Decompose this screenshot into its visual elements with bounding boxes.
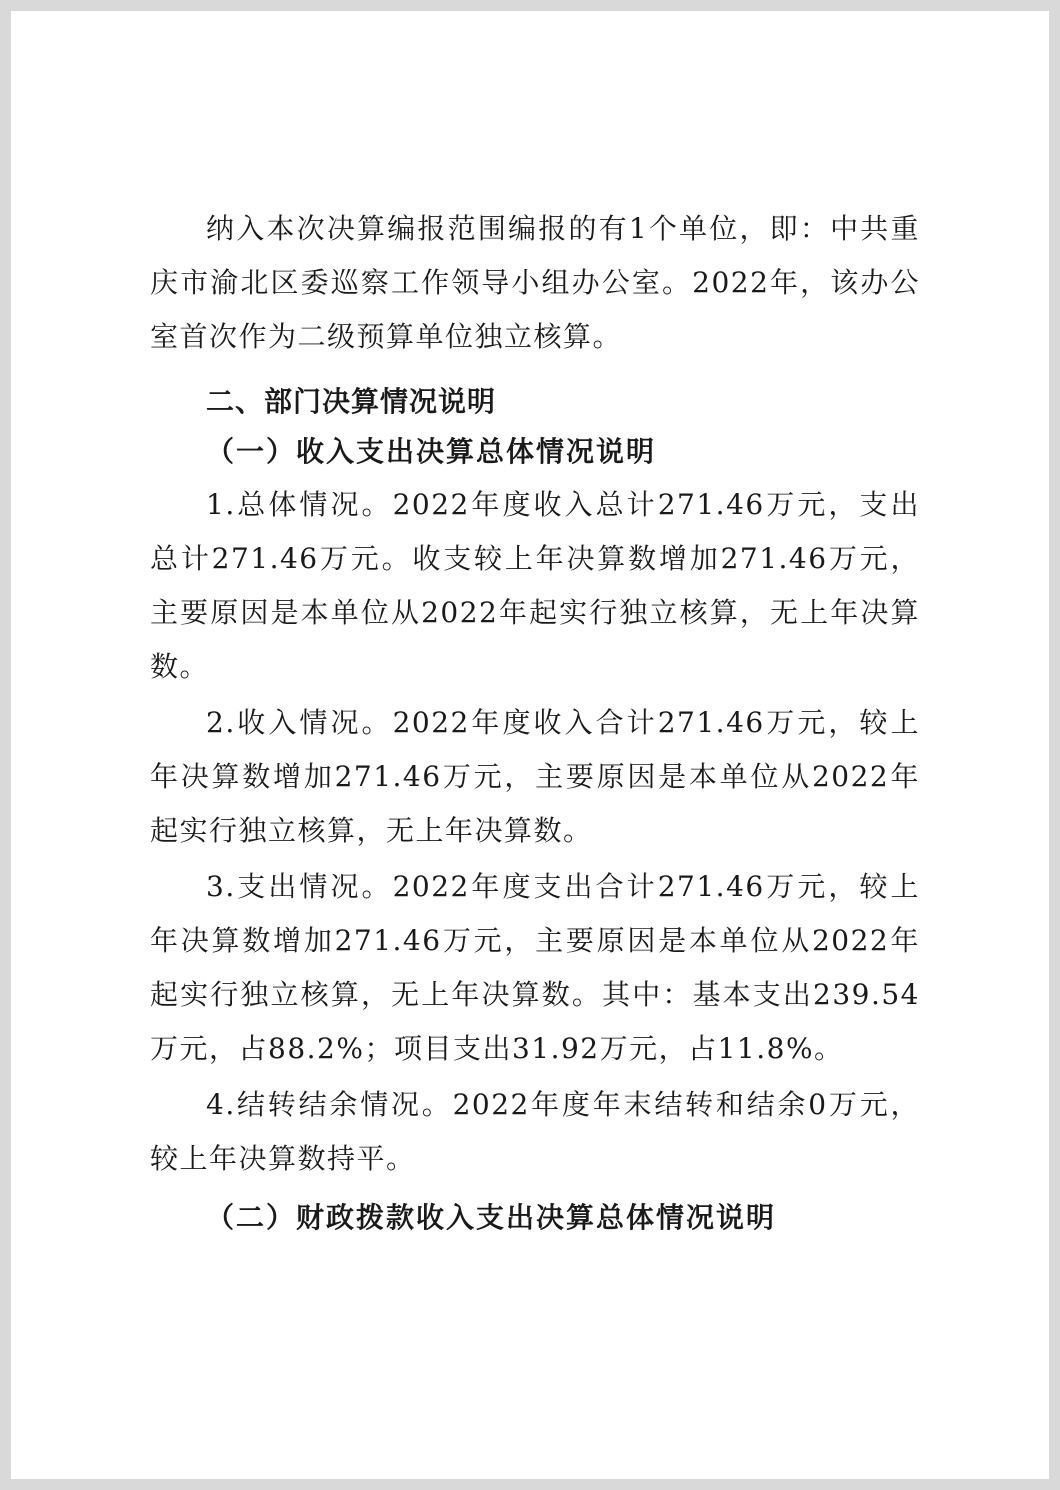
- subsection-heading-fiscal-allocation: （二）财政拨款收入支出决算总体情况说明: [206, 1201, 777, 1234]
- overall-situation-paragraph: 1.总体情况。2022年度收入总计271.46万元，支出总计271.46万元。收支较上年决算数增加271.46万元，主要原因是本单位从2022年起实行独立核算，无上年决算数。: [150, 488, 920, 683]
- subsection-heading-income-expense: （一）收入支出决算总体情况说明: [206, 435, 657, 468]
- intro-paragraph: 纳入本次决算编报范围编报的有1个单位，即：中共重庆市渝北区委巡察工作领导小组办公室。2022年，该办公室首次作为二级预算单位独立核算。: [150, 212, 920, 353]
- income-situation-paragraph: 2.收入情况。2022年度收入合计271.46万元，较上年决算数增加271.46万元，主要原因是本单位从2022年起实行独立核算，无上年决算数。: [150, 706, 920, 847]
- section-heading: 二、部门决算情况说明: [206, 385, 497, 418]
- carryover-situation-paragraph: 4.结转结余情况。2022年度年末结转和结余0万元，较上年决算数持平。: [150, 1088, 920, 1175]
- expense-situation-paragraph: 3.支出情况。2022年度支出合计271.46万元，较上年决算数增加271.46万元，主要原因是本单位从2022年起实行独立核算，无上年决算数。其中：基本支出239.54万元，占88.2%；项目支出31.92万元，占11.8%。: [150, 870, 920, 1065]
- document-body: [150, 202, 920, 1244]
- document-page: [11, 11, 1049, 1479]
